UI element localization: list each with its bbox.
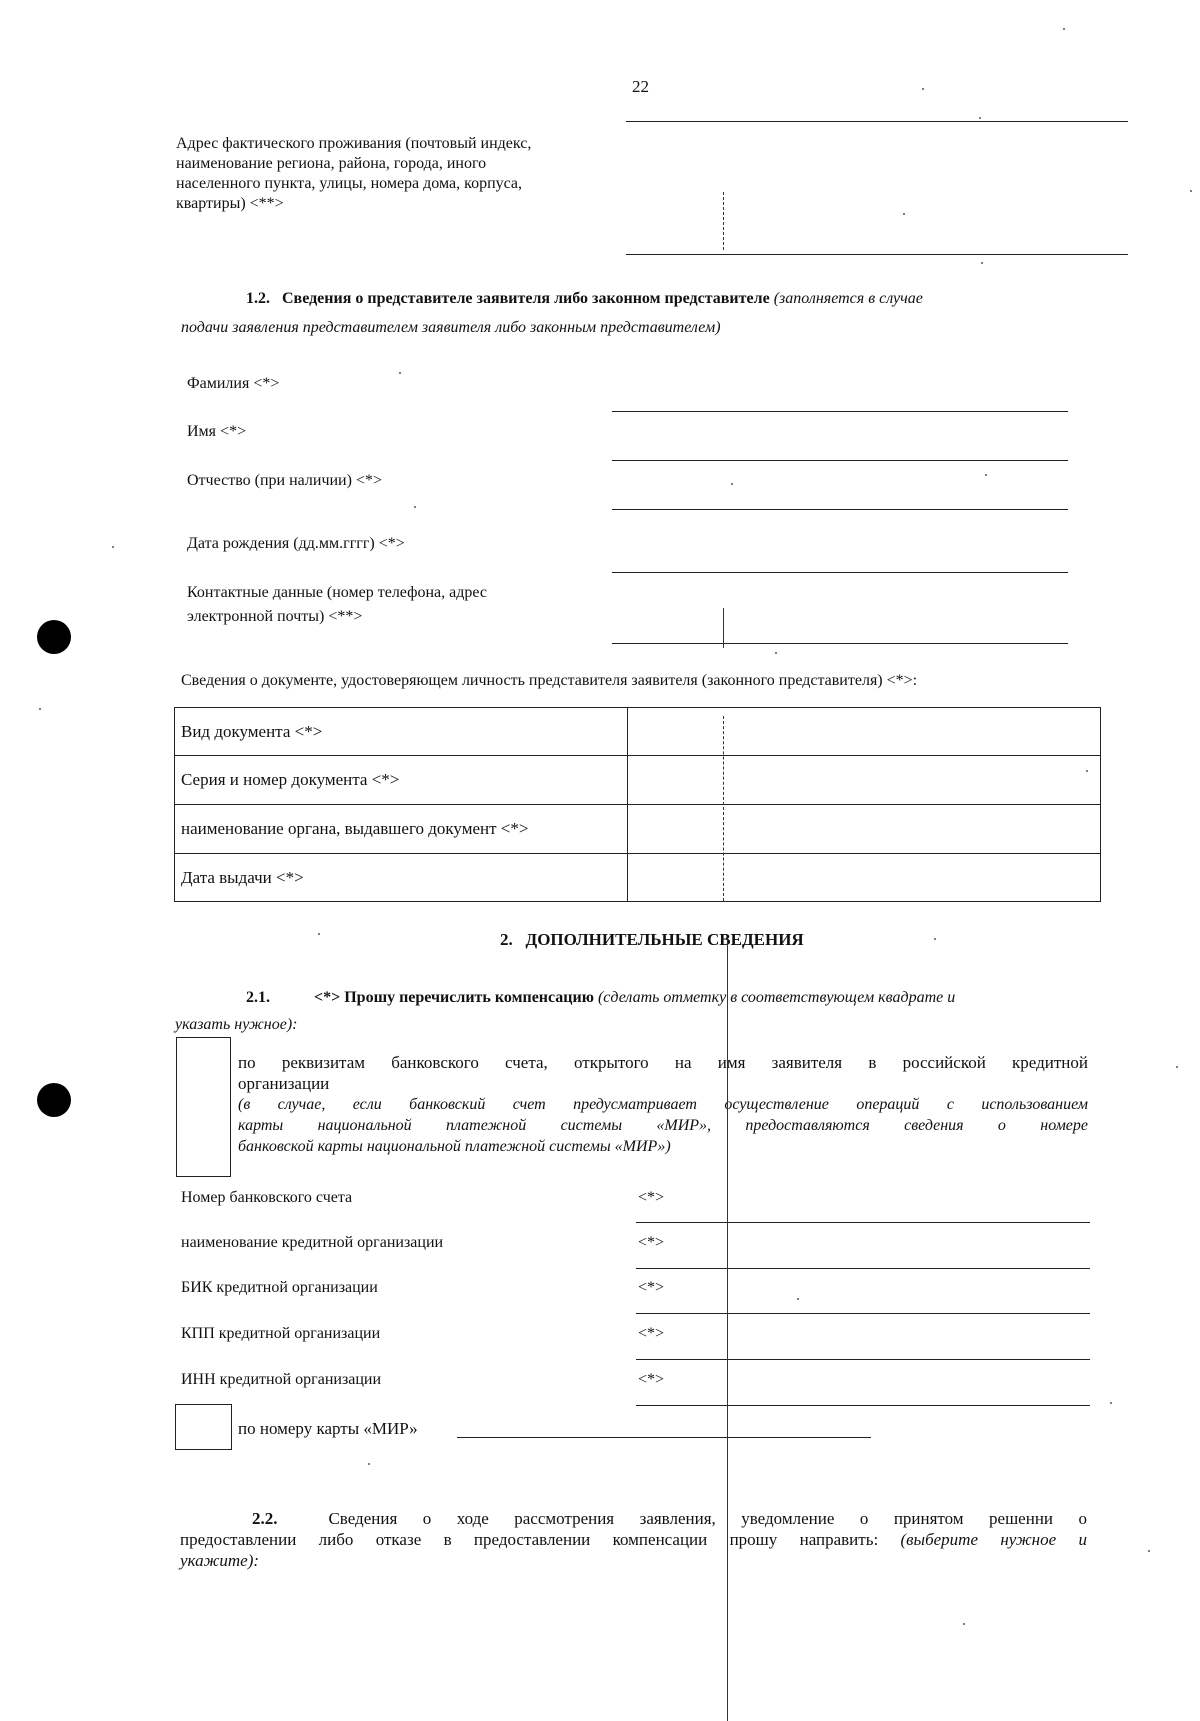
- table-row: [175, 708, 1101, 756]
- section-2-heading: 2. ДОПОЛНИТЕЛЬНЫЕ СВЕДЕНИЯ: [500, 930, 804, 949]
- scan-speck: [731, 483, 733, 485]
- scan-speck: [985, 474, 987, 476]
- scan-speck: [1063, 28, 1065, 30]
- bank-kpp-label: КПП кредитной организации: [181, 1325, 381, 1342]
- scan-speck: [797, 1298, 799, 1300]
- scan-speck: [112, 546, 114, 548]
- mir-card-line[interactable]: [457, 1437, 871, 1438]
- address-line-bottom[interactable]: [626, 254, 1128, 255]
- scan-speck: [1086, 770, 1088, 772]
- scan-speck: [979, 117, 981, 119]
- bank-bik-line[interactable]: [636, 1313, 1090, 1314]
- bank-name-label: наименование кредитной организации: [181, 1234, 444, 1251]
- bank-bik-mark: <*>: [638, 1279, 665, 1296]
- scan-speck: [922, 88, 924, 90]
- bank-account-checkbox[interactable]: [176, 1037, 231, 1177]
- section-2-2-text: 2.2. Сведения о ходе рассмотрения заявления, уведомление о принятом решенни о предоставлении либо отказе в предоставлении компенсации прошу направить: (выберите нужное и укажите):: [180, 1509, 1088, 1570]
- page-number: 22: [632, 77, 649, 96]
- bank-bik-label: БИК кредитной организации: [181, 1279, 378, 1296]
- fold-crease-top: [723, 192, 724, 250]
- table-row: [175, 756, 1101, 805]
- bank-account-number-mark: <*>: [638, 1189, 665, 1206]
- section-1-2-title: Сведения о представителе заявителя либо законном представителе: [282, 290, 770, 307]
- birthdate-line[interactable]: [612, 572, 1068, 573]
- address-line-top: [626, 121, 1128, 122]
- bank-option-text: по реквизитам банковского счета, открытого на имя заявителя в российской кредитной организации (в случае, если банковский счет предусматривает осуществление операций с использованием карты национальной платежной системы «МИР», предоставляются сведения о номере банковской карты национальной платежной системы «МИР»): [238, 1053, 1088, 1155]
- bank-inn-line[interactable]: [636, 1405, 1090, 1406]
- scan-speck: [1190, 190, 1192, 192]
- birthdate-label: Дата рождения (дд.мм.гггг) <*>: [187, 535, 405, 552]
- id-doc-date-value[interactable]: [628, 854, 1101, 902]
- scan-speck: [963, 1623, 965, 1625]
- punch-hole-top: [37, 620, 71, 654]
- scan-speck: [981, 262, 983, 264]
- section-1-2-note: (заполняется в случае: [773, 290, 923, 307]
- id-doc-type-label: Вид документа <*>: [175, 708, 628, 756]
- mir-card-label: по номеру карты «МИР»: [238, 1419, 418, 1438]
- scan-speck: [399, 372, 401, 374]
- surname-line[interactable]: [612, 411, 1068, 412]
- section-1-2-number: 1.2.: [246, 290, 270, 307]
- contacts-label: Контактные данные (номер телефона, адрес электронной почты) <**>: [187, 584, 487, 625]
- bank-name-line[interactable]: [636, 1268, 1090, 1269]
- id-doc-number-value[interactable]: [628, 756, 1101, 805]
- punch-hole-bottom: [37, 1083, 71, 1117]
- surname-label: Фамилия <*>: [187, 375, 280, 392]
- scan-speck: [1148, 1550, 1150, 1552]
- address-label: Адрес фактического проживания (почтовый индекс, наименование региона, района, города, иного населенного пункта, улицы, номера дома, корпуса, квартиры) <**>: [176, 135, 532, 212]
- bank-kpp-line[interactable]: [636, 1359, 1090, 1360]
- section-1-2-note-cont: подачи заявления представителем заявителя либо законным представителем): [181, 319, 721, 336]
- id-doc-date-label: Дата выдачи <*>: [175, 854, 628, 902]
- table-row: [175, 854, 1101, 902]
- id-doc-table: [174, 707, 1101, 902]
- name-line[interactable]: [612, 460, 1068, 461]
- scan-speck: [39, 708, 41, 710]
- bank-inn-mark: <*>: [638, 1371, 665, 1388]
- section-2-1-note-cont: указать нужное):: [175, 1016, 298, 1033]
- fold-crease-1: [723, 608, 724, 648]
- fold-crease-2: [723, 716, 724, 901]
- fold-crease-3: [727, 940, 728, 1721]
- section-2-1-heading: 2.1. <*> Прошу перечислить компенсацию (сделать отметку в соответствующем квадрате и: [246, 989, 956, 1006]
- bank-account-number-line[interactable]: [636, 1222, 1090, 1223]
- scan-speck: [1110, 1402, 1112, 1404]
- name-label: Имя <*>: [187, 423, 247, 440]
- bank-inn-label: ИНН кредитной организации: [181, 1371, 382, 1388]
- patronymic-line[interactable]: [612, 509, 1068, 510]
- patronymic-label: Отчество (при наличии) <*>: [187, 472, 382, 489]
- section-1-2-heading: [246, 289, 1096, 309]
- id-doc-type-value[interactable]: [628, 708, 1101, 756]
- id-doc-number-label: Серия и номер документа <*>: [175, 756, 628, 805]
- bank-kpp-mark: <*>: [638, 1325, 665, 1342]
- table-row: [175, 805, 1101, 854]
- scan-speck: [934, 938, 936, 940]
- scan-speck: [318, 933, 320, 935]
- scan-speck: [368, 1463, 370, 1465]
- scan-speck: [903, 213, 905, 215]
- scan-speck: [414, 506, 416, 508]
- scan-speck: [1176, 1066, 1178, 1068]
- scan-speck: [775, 652, 777, 654]
- mir-card-checkbox[interactable]: [175, 1404, 232, 1450]
- id-doc-issuer-value[interactable]: [628, 805, 1101, 854]
- id-doc-heading: Сведения о документе, удостоверяющем личность представителя заявителя (законного представителя) <*>:: [181, 672, 918, 689]
- contacts-line[interactable]: [612, 643, 1068, 644]
- bank-account-number-label: Номер банковского счета: [181, 1189, 353, 1206]
- bank-name-mark: <*>: [638, 1234, 665, 1251]
- id-doc-issuer-label: наименование органа, выдавшего документ <*>: [175, 805, 628, 854]
